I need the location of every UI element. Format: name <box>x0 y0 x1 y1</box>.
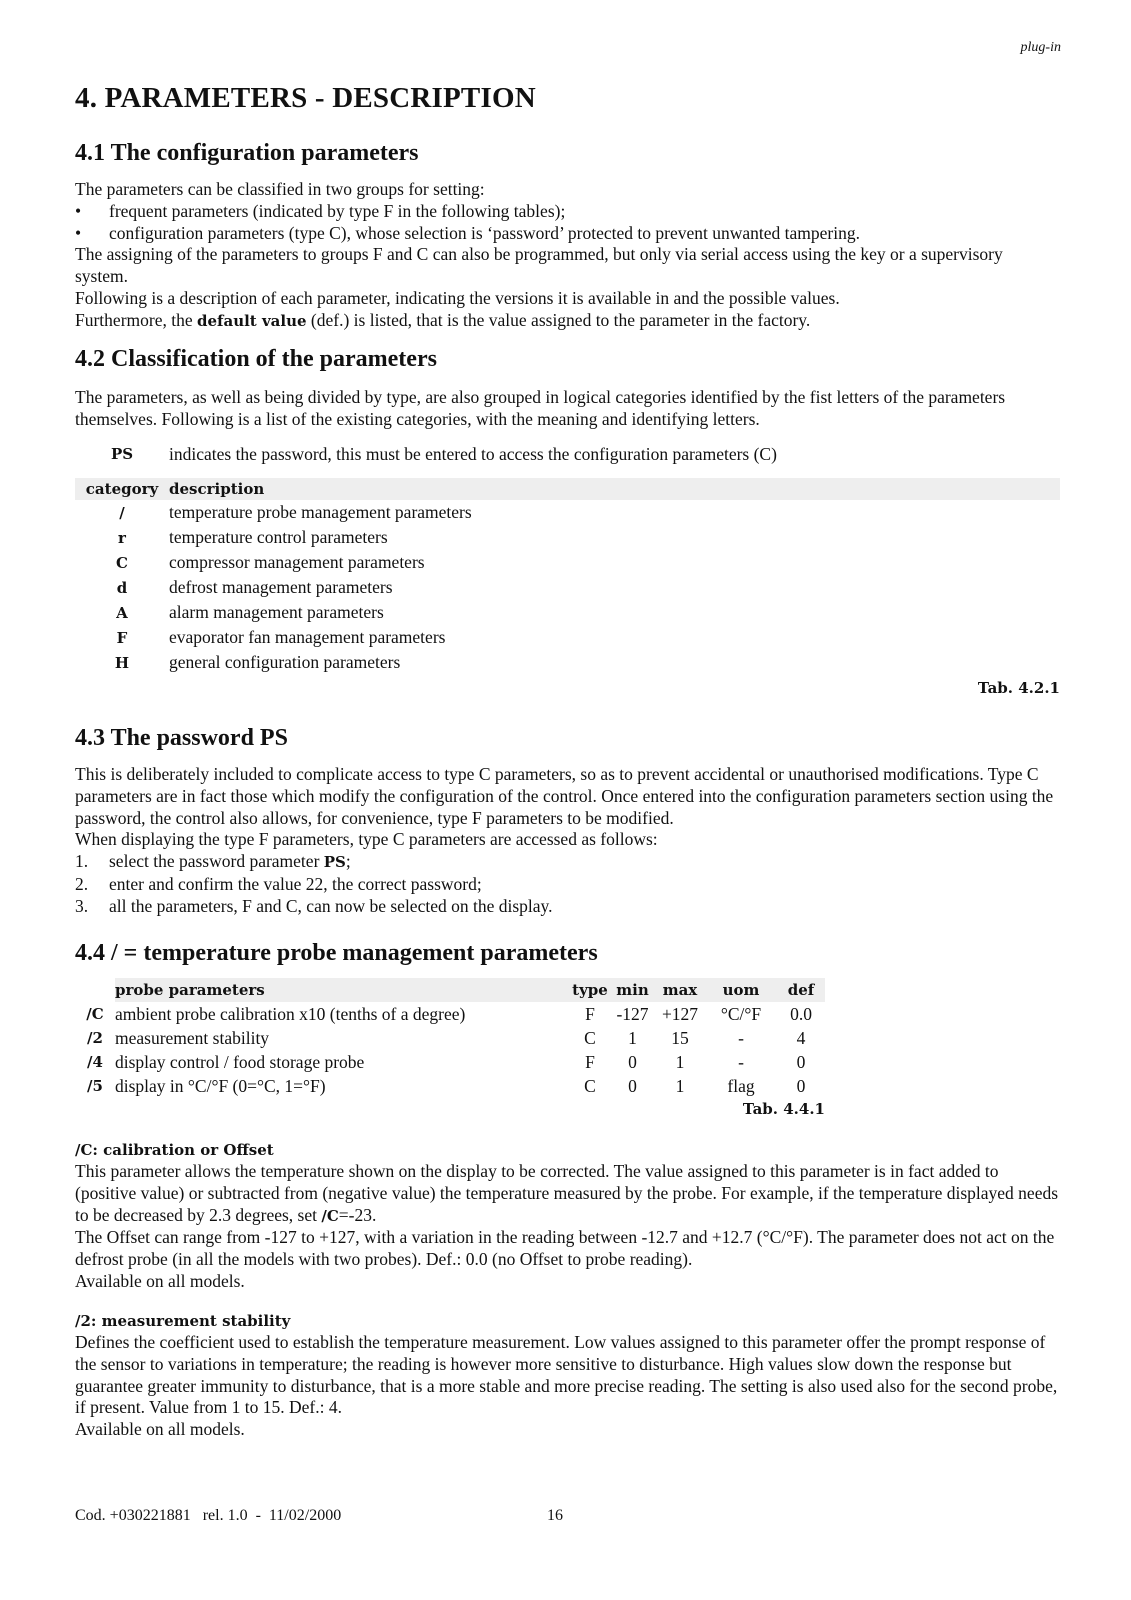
page-title: 4. PARAMETERS - DESCRIPTION <box>75 82 536 114</box>
list-item-text: frequent parameters (indicated by type F in the following tables); <box>109 200 566 221</box>
category-description: evaporator fan management parameters <box>169 627 446 648</box>
page-number: 16 <box>547 1507 563 1524</box>
list-item <box>75 874 1060 896</box>
paragraph: When displaying the type F parameters, type C parameters are accessed as follows: <box>75 829 658 850</box>
list-item-text: configuration parameters (type C), whose selection is ‘password’ protected to prevent unwanted tampering. <box>109 222 860 243</box>
list-item: 1. select the password parameter PS; <box>75 851 1060 874</box>
table-row <box>75 650 1060 675</box>
param-uom: flag <box>727 1075 755 1096</box>
category-code: r <box>118 528 126 547</box>
category-description: temperature probe management parameters <box>169 502 472 523</box>
param-max: +127 <box>661 1003 699 1024</box>
paragraph: The Offset can range from -127 to +127, with a variation in the reading between -12.7 and +12.7 (°C/°F). The parameter does not act on the defrost probe (in all the models with two probes). Def.: 0.0 (no Offset to probe reading). <box>75 1227 1055 1270</box>
param-c-description <box>75 1139 1060 1293</box>
table-row <box>75 500 1060 525</box>
param-desc: measurement stability <box>115 1027 270 1048</box>
paragraph: Following is a description of each parameter, indicating the versions it is available in and the possible values. <box>75 287 840 308</box>
header-tag: plug-in <box>1020 40 1061 55</box>
param-type: C <box>584 1027 596 1048</box>
table-row <box>75 600 1060 625</box>
param-max: 1 <box>675 1075 685 1096</box>
col-header-uom: uom <box>705 978 777 1002</box>
category-code: F <box>116 628 128 647</box>
col-header-category: category <box>75 478 169 500</box>
ps-code: PS <box>110 444 134 463</box>
param-def: 4 <box>796 1027 806 1048</box>
table-row <box>75 625 1060 650</box>
col-header-min: min <box>610 978 655 1002</box>
col-header-type: type <box>570 978 610 1002</box>
section-4-3 <box>75 725 1060 918</box>
param-desc: display control / food storage probe <box>115 1051 365 1072</box>
param-desc: display in °C/°F (0=°C, 1=°F) <box>115 1075 326 1096</box>
param-uom: - <box>738 1027 744 1048</box>
param-code: /C <box>86 1005 104 1023</box>
param-def: 0 <box>796 1051 806 1072</box>
step-number: 1. <box>75 851 89 872</box>
category-code: d <box>116 578 128 597</box>
bold-term: default value <box>196 311 307 330</box>
paragraph: The assigning of the parameters to groups F and C can also be programmed, but only via serial access using the key or a supervisory system. <box>75 244 1003 287</box>
table-row <box>75 1074 825 1098</box>
param-min: 0 <box>628 1051 637 1072</box>
table-row <box>75 1050 825 1074</box>
param-type: F <box>585 1003 595 1024</box>
category-code: A <box>116 603 128 622</box>
col-header-max: max <box>655 978 705 1002</box>
paragraph: Defines the coefficient used to establish the temperature measurement. Low values assigned to this parameter offer the prompt response of the sensor to variations in temperature; the reading is however more sensitive to disturbance. High values slow down the response but guarantee greater immunity to disturbance, that is a more stable and more precise reading. The setting is also used also for the second probe, if present. Value from 1 to 15. Def.: 4. <box>75 1332 1058 1418</box>
table-row <box>75 550 1060 575</box>
col-header-def: def <box>777 978 825 1002</box>
param-uom: °C/°F <box>720 1003 762 1024</box>
category-description: general configuration parameters <box>169 652 401 673</box>
param-code: /5 <box>87 1077 103 1095</box>
param-2-description <box>75 1310 1060 1441</box>
table-row <box>75 1026 825 1050</box>
category-code: H <box>114 653 130 672</box>
subsection-heading: /2: measurement stability <box>75 1312 291 1330</box>
param-min: -127 <box>616 1003 649 1024</box>
page-footer <box>75 1507 1060 1525</box>
table-row <box>75 1002 825 1026</box>
param-code: /4 <box>87 1053 103 1071</box>
table-caption: Tab. 4.4.1 <box>742 1100 825 1118</box>
paragraph: The parameters, as well as being divided by type, are also grouped in logical categories identified by the fist letters of the parameters themselves. Following is a list of the existing categories, with the meaning and identifying letters. <box>75 387 1006 429</box>
category-description: compressor management parameters <box>169 552 425 573</box>
param-max: 1 <box>675 1051 685 1072</box>
section-4-2 <box>75 346 1060 697</box>
col-header-desc: probe parameters <box>115 978 570 1002</box>
bullet-icon: • <box>75 200 82 221</box>
step-number: 3. <box>75 895 89 916</box>
col-header-description: description <box>169 478 1060 500</box>
bold-term: PS <box>323 853 346 872</box>
category-code: C <box>116 553 128 572</box>
category-description: defrost management parameters <box>169 577 393 598</box>
paragraph: This is deliberately included to complicate access to type C parameters, so as to prevent accidental or unauthorised modifications. Type C parameters are in fact those which modify the configuration of the control. Once entered into the configuration parameters section using the password, the control also allows, for convenience, type F parameters to be modified. <box>75 764 1054 828</box>
section-heading: 4.4 / = temperature probe management parameters <box>75 940 598 966</box>
section-heading: 4.2 Classification of the parameters <box>75 346 437 372</box>
param-type: F <box>585 1051 595 1072</box>
section-heading: 4.1 The configuration parameters <box>75 140 419 166</box>
list-item-text: all the parameters, F and C, can now be selected on the display. <box>109 895 553 916</box>
param-type: C <box>584 1075 596 1096</box>
table-row <box>75 575 1060 600</box>
step-number: 2. <box>75 873 89 894</box>
param-def: 0 <box>796 1075 806 1096</box>
subsection-heading: /C: calibration or Offset <box>75 1141 274 1159</box>
param-min: 0 <box>628 1075 637 1096</box>
list-item <box>75 223 1060 245</box>
category-table <box>75 478 1060 675</box>
param-uom: - <box>738 1051 744 1072</box>
bold-term: /C <box>321 1206 339 1225</box>
category-description: temperature control parameters <box>169 527 388 548</box>
paragraph: The parameters can be classified in two groups for setting: <box>75 179 485 199</box>
param-desc: ambient probe calibration x10 (tenths of a degree) <box>115 1003 466 1024</box>
param-min: 1 <box>628 1027 637 1048</box>
table-caption: Tab. 4.2.1 <box>977 679 1060 698</box>
bullet-icon: • <box>75 222 82 243</box>
document-code: Cod. +030221881 rel. 1.0 - 11/02/2000 <box>75 1507 342 1524</box>
paragraph: Available on all models. <box>75 1270 245 1291</box>
paragraph: Available on all models. <box>75 1419 245 1440</box>
list-item <box>75 896 1060 918</box>
table-row <box>75 525 1060 550</box>
list-item <box>75 201 1060 223</box>
section-4-1 <box>75 140 1060 333</box>
paragraph: This parameter allows the temperature shown on the display to be corrected. The value assigned to this parameter is in fact added to (positive value) or subtracted from (negative value) the temperature measured by the probe. For example, if the temperature displayed needs to be decreased by 2.3 degrees, set /C=-23. <box>75 1161 1059 1225</box>
list-item-text: enter and confirm the value 22, the correct password; <box>109 873 482 894</box>
probe-parameters-table <box>75 978 825 1098</box>
ps-description: indicates the password, this must be entered to access the configuration parameters (C) <box>169 443 777 464</box>
category-code: / <box>119 503 125 522</box>
section-heading: 4.3 The password PS <box>75 725 288 751</box>
category-description: alarm management parameters <box>169 602 384 623</box>
param-code: /2 <box>87 1029 103 1047</box>
password-row <box>75 444 1060 466</box>
param-def: 0.0 <box>790 1003 812 1024</box>
section-4-4 <box>75 940 1060 1118</box>
param-max: 15 <box>671 1027 689 1048</box>
paragraph: Furthermore, the default value (def.) is listed, that is the value assigned to the parameter in the factory. <box>75 309 811 330</box>
